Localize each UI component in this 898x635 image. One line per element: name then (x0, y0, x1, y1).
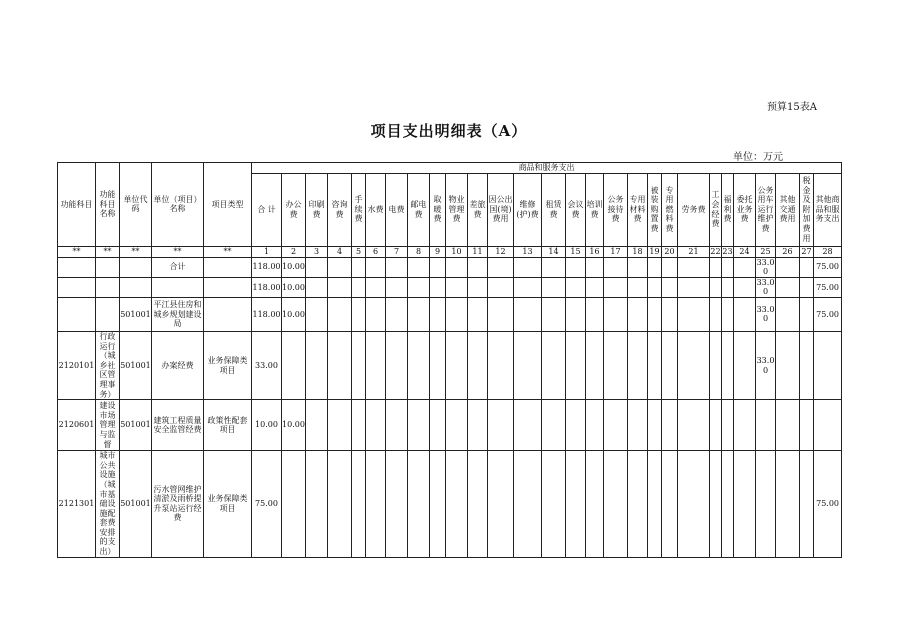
col-head: 手续费 (352, 173, 366, 246)
col-head: 租赁费 (542, 173, 566, 246)
index-num: 7 (386, 246, 408, 257)
index-num: 14 (542, 246, 566, 257)
col-head: 取暖费 (430, 173, 446, 246)
col-head: 电费 (386, 173, 408, 246)
page-title: 项目支出明细表（A） (370, 122, 528, 140)
table-row (58, 331, 842, 399)
index-num: 16 (586, 246, 604, 257)
col-head: 其他商品和服务支出 (814, 173, 842, 246)
col-head: 印刷费 (306, 173, 328, 246)
index-num: 21 (678, 246, 710, 257)
col-head: 福利费 (722, 173, 734, 246)
index-num: 10 (446, 246, 468, 257)
col-head: 会议费 (566, 173, 586, 246)
index-row (58, 246, 842, 257)
unit-c26: 33.00 (756, 297, 776, 331)
row-project: 办案经费 (152, 331, 204, 399)
row-c28 (814, 400, 842, 451)
total-label: 合计 (152, 257, 204, 277)
col-head: 被装购置费 (648, 173, 662, 246)
col-head: 劳务费 (678, 173, 710, 246)
index-num: 1 (252, 246, 282, 257)
row-project: 污水管网维护清淤及雨桥提升泵站运行经费 (152, 451, 204, 558)
index-num: 28 (814, 246, 842, 257)
row-c2 (282, 451, 306, 558)
row-c26 (756, 400, 776, 451)
table-row (58, 400, 842, 451)
unit-label: 单位：万元 (733, 152, 783, 163)
index-num: 20 (662, 246, 678, 257)
document-code: 预算15表A (767, 102, 817, 113)
row-type: 政策性配套项目 (204, 400, 252, 451)
row-type: 业务保障类项目 (204, 451, 252, 558)
row-code: 501001 (120, 400, 152, 451)
unit-name: 平江县住房和城乡规划建设局 (152, 297, 204, 331)
total-c28: 75.00 (814, 257, 842, 277)
index-num: 26 (776, 246, 800, 257)
col-head: 因公出国(境)费用 (488, 173, 514, 246)
row-subject-name: 城市公共设施（城市基础设施配套费安排的支出） (96, 451, 120, 558)
col-head-unit-project: 单位（项目）名称 (152, 163, 204, 247)
row-c28 (814, 331, 842, 399)
col-head-func-subject: 功能科目 (58, 163, 96, 247)
col-head: 公务接待费 (604, 173, 628, 246)
index-num: 19 (649, 246, 660, 256)
unit-c28: 75.00 (814, 297, 842, 331)
index-star: ** (152, 246, 204, 257)
row-code: 501001 (120, 451, 152, 558)
row-c26 (756, 451, 776, 558)
col-head: 专用燃料费 (662, 173, 678, 246)
col-head: 专用材料费 (628, 173, 648, 246)
index-num: 8 (408, 246, 430, 257)
row-subject: 2121301 (58, 451, 96, 558)
col-head-unit-code: 单位代码 (120, 163, 152, 247)
row-c1: 33.00 (252, 331, 282, 399)
row-c1: 10.00 (252, 400, 282, 451)
index-num: 27 (801, 246, 812, 256)
subtotal-c2: 10.00 (282, 277, 306, 297)
unit-row (58, 297, 842, 331)
index-num: 5 (352, 246, 366, 257)
unit-c2: 10.00 (282, 297, 306, 331)
col-head-project-type: 项目类型 (204, 163, 252, 247)
index-num: 17 (604, 246, 628, 257)
index-num: 18 (628, 246, 648, 257)
col-head: 公务用车运行维护费 (756, 173, 776, 246)
index-num: 6 (366, 246, 386, 257)
index-star: ** (58, 246, 96, 257)
subtotal-c26: 33.00 (756, 277, 775, 297)
index-num: 2 (282, 246, 306, 257)
index-num: 9 (430, 246, 446, 257)
row-code: 501001 (120, 331, 152, 399)
group-header-goods-services: 商品和服务支出 (252, 163, 842, 174)
index-num: 24 (734, 246, 756, 257)
row-project: 建筑工程质量安全监管经费 (152, 400, 204, 451)
index-star: ** (120, 246, 152, 257)
index-num: 3 (306, 246, 328, 257)
project-expenditure-table (57, 162, 842, 558)
col-head: 委托业务费 (734, 173, 756, 246)
subtotal-c28: 75.00 (814, 277, 842, 297)
row-c1: 75.00 (252, 451, 282, 558)
row-subject: 2120101 (58, 331, 96, 399)
col-head: 维修(护)费 (514, 173, 542, 246)
row-subject-name: 行政运行（城乡社区管理事务） (96, 331, 120, 399)
unit-code: 501001 (120, 297, 152, 331)
col-head: 其他交通费用 (776, 173, 800, 246)
col-head: 水费 (366, 173, 386, 246)
total-c26: 33.00 (756, 257, 775, 277)
col-head: 税金及附加费用 (800, 173, 814, 246)
row-subject-name: 建设市场管理与监督 (96, 400, 120, 451)
index-num: 11 (468, 246, 488, 257)
index-num: 22 (710, 246, 721, 256)
col-head-func-name: 功能科目名称 (96, 163, 120, 247)
col-head: 工会经费 (710, 173, 722, 246)
total-row (58, 257, 842, 277)
subtotal-row (58, 277, 842, 297)
col-head: 邮电费 (408, 173, 430, 246)
col-head: 合 计 (252, 173, 282, 246)
col-head: 差旅费 (468, 173, 488, 246)
table-row (58, 451, 842, 558)
index-num: 15 (566, 246, 586, 257)
col-head: 物业管理费 (446, 173, 468, 246)
total-c1: 118.00 (252, 257, 282, 277)
group-header-row (58, 163, 842, 174)
index-star: ** (96, 246, 120, 257)
row-c2: 10.00 (282, 400, 306, 451)
row-subject: 2120601 (58, 400, 96, 451)
total-c2: 10.00 (282, 257, 306, 277)
index-num: 4 (328, 246, 352, 257)
row-type: 业务保障类项目 (204, 331, 252, 399)
row-c2 (282, 331, 306, 399)
col-head: 咨询费 (328, 173, 352, 246)
index-num: 23 (722, 246, 733, 256)
index-num: 25 (756, 246, 776, 257)
col-head: 培训费 (586, 173, 604, 246)
row-c26: 33.00 (756, 331, 776, 399)
row-c28: 75.00 (814, 451, 842, 558)
col-head: 办公费 (282, 173, 306, 246)
subtotal-c1: 118.00 (252, 277, 282, 297)
index-star: ** (204, 246, 252, 257)
index-num: 12 (488, 246, 514, 257)
index-num: 13 (514, 246, 542, 257)
unit-c1: 118.00 (252, 297, 282, 331)
